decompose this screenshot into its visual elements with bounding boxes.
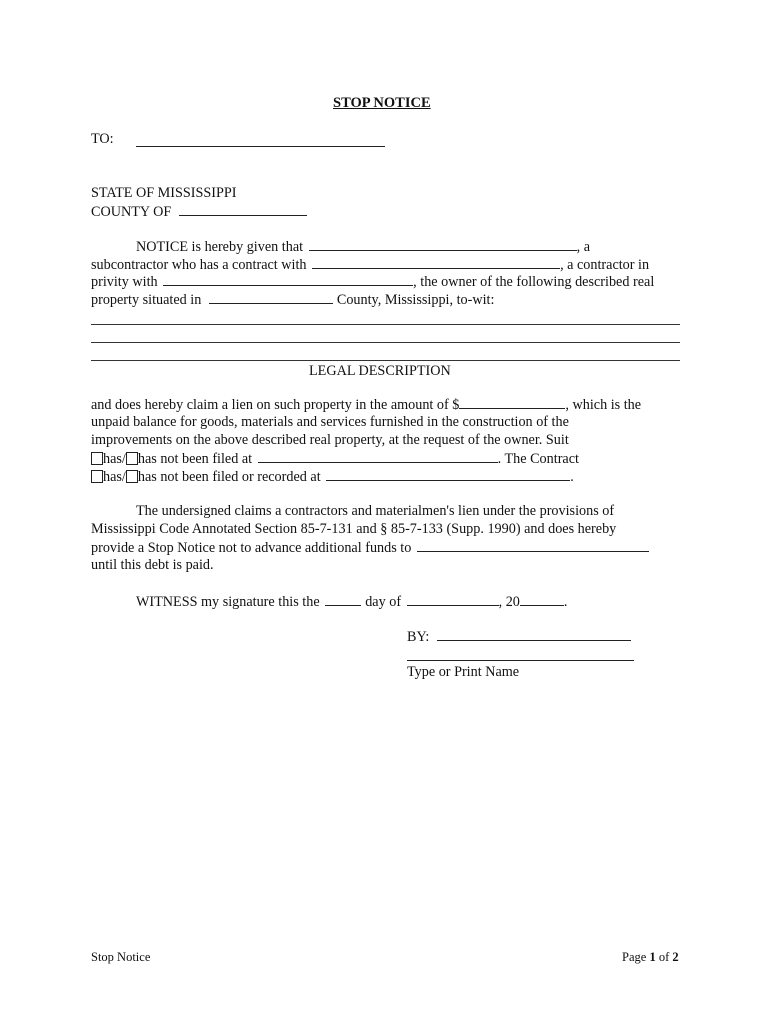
page-label: Page (622, 950, 647, 964)
stop-notice-recipient-field[interactable] (417, 538, 649, 552)
lien-amount-field[interactable] (459, 395, 565, 409)
witness-text: , 20 (498, 594, 520, 610)
notice-text: , a contractor in (560, 257, 650, 273)
legal-description-heading: LEGAL DESCRIPTION (309, 363, 451, 379)
property-county-field[interactable] (209, 290, 333, 304)
notice-text: subcontractor who has a contract with (91, 257, 307, 273)
day-field[interactable] (325, 592, 361, 606)
notice-text: , the owner of the following described real (413, 274, 655, 290)
to-label: TO: (91, 131, 114, 147)
current-page: 1 (649, 950, 656, 964)
claim-line-5 (91, 467, 574, 486)
claimant-name-field[interactable] (309, 237, 577, 251)
description-line[interactable] (91, 324, 680, 325)
total-pages: 2 (672, 950, 679, 964)
notice-text: property situated in (91, 292, 202, 308)
undersigned-line-1: The undersigned claims a contractors and materialmen's lien under the provisions of (136, 503, 615, 519)
county-field[interactable] (179, 202, 307, 216)
claim-text: has not been filed at (137, 451, 253, 467)
notice-text: County, Mississippi, to-wit: (336, 292, 495, 308)
contract-has-not-checkbox[interactable] (126, 470, 138, 483)
notice-line-3 (91, 272, 654, 291)
year-field[interactable] (520, 592, 564, 606)
claim-text: has not been filed or recorded at (137, 469, 321, 485)
description-line[interactable] (91, 342, 680, 343)
witness-text: WITNESS my signature this the (136, 594, 320, 610)
state-line: STATE OF MISSISSIPPI (91, 185, 237, 201)
printed-name-field[interactable] (407, 647, 634, 661)
undersigned-line-4: until this debt is paid. (91, 557, 214, 573)
notice-text: , a (576, 239, 591, 255)
undersigned-line-3 (91, 538, 649, 557)
type-or-print-label: Type or Print Name (407, 664, 520, 680)
suit-filed-at-field[interactable] (258, 449, 498, 463)
notice-line-1 (136, 237, 590, 256)
footer-title: Stop Notice (91, 950, 151, 964)
claim-line-1 (91, 395, 641, 414)
county-line (91, 202, 307, 221)
witness-line (136, 592, 567, 611)
undersigned-line-2: Mississippi Code Annotated Section 85-7-131 and § 85-7-133 (Supp. 1990) and does hereby (91, 521, 617, 537)
claim-line-2: unpaid balance for goods, materials and services furnished in the construction of the (91, 414, 569, 430)
claim-text: has/ (103, 451, 126, 467)
month-field[interactable] (407, 592, 499, 606)
claim-text: has/ (103, 469, 126, 485)
by-line (407, 627, 631, 646)
claim-text: , which is the (565, 397, 642, 413)
contractor-name-field[interactable] (312, 255, 560, 269)
contract-recorded-at-field[interactable] (326, 467, 570, 481)
page-title: STOP NOTICE (333, 95, 431, 111)
to-field[interactable] (136, 133, 385, 147)
witness-text: . (563, 594, 568, 610)
owner-name-field[interactable] (163, 272, 413, 286)
county-label: COUNTY OF (91, 204, 172, 220)
suit-has-checkbox[interactable] (91, 452, 103, 465)
undersigned-text: provide a Stop Notice not to advance additional funds to (91, 540, 412, 556)
claim-text: . The Contract (497, 451, 579, 467)
notice-text: privity with (91, 274, 158, 290)
description-line[interactable] (91, 360, 680, 361)
by-label: BY: (407, 629, 430, 645)
signature-field[interactable] (437, 627, 631, 641)
notice-text: NOTICE is hereby given that (136, 239, 304, 255)
claim-line-3: improvements on the above described real property, at the request of the owner. Suit (91, 432, 569, 448)
witness-text: day of (365, 594, 402, 610)
suit-has-not-checkbox[interactable] (126, 452, 138, 465)
page-of: of (658, 950, 670, 964)
claim-line-4 (91, 449, 579, 468)
claim-text: . (570, 469, 574, 485)
claim-text: and does hereby claim a lien on such property in the amount of $ (91, 397, 460, 413)
page-number (622, 948, 679, 966)
notice-line-4 (91, 290, 494, 309)
contract-has-checkbox[interactable] (91, 470, 103, 483)
